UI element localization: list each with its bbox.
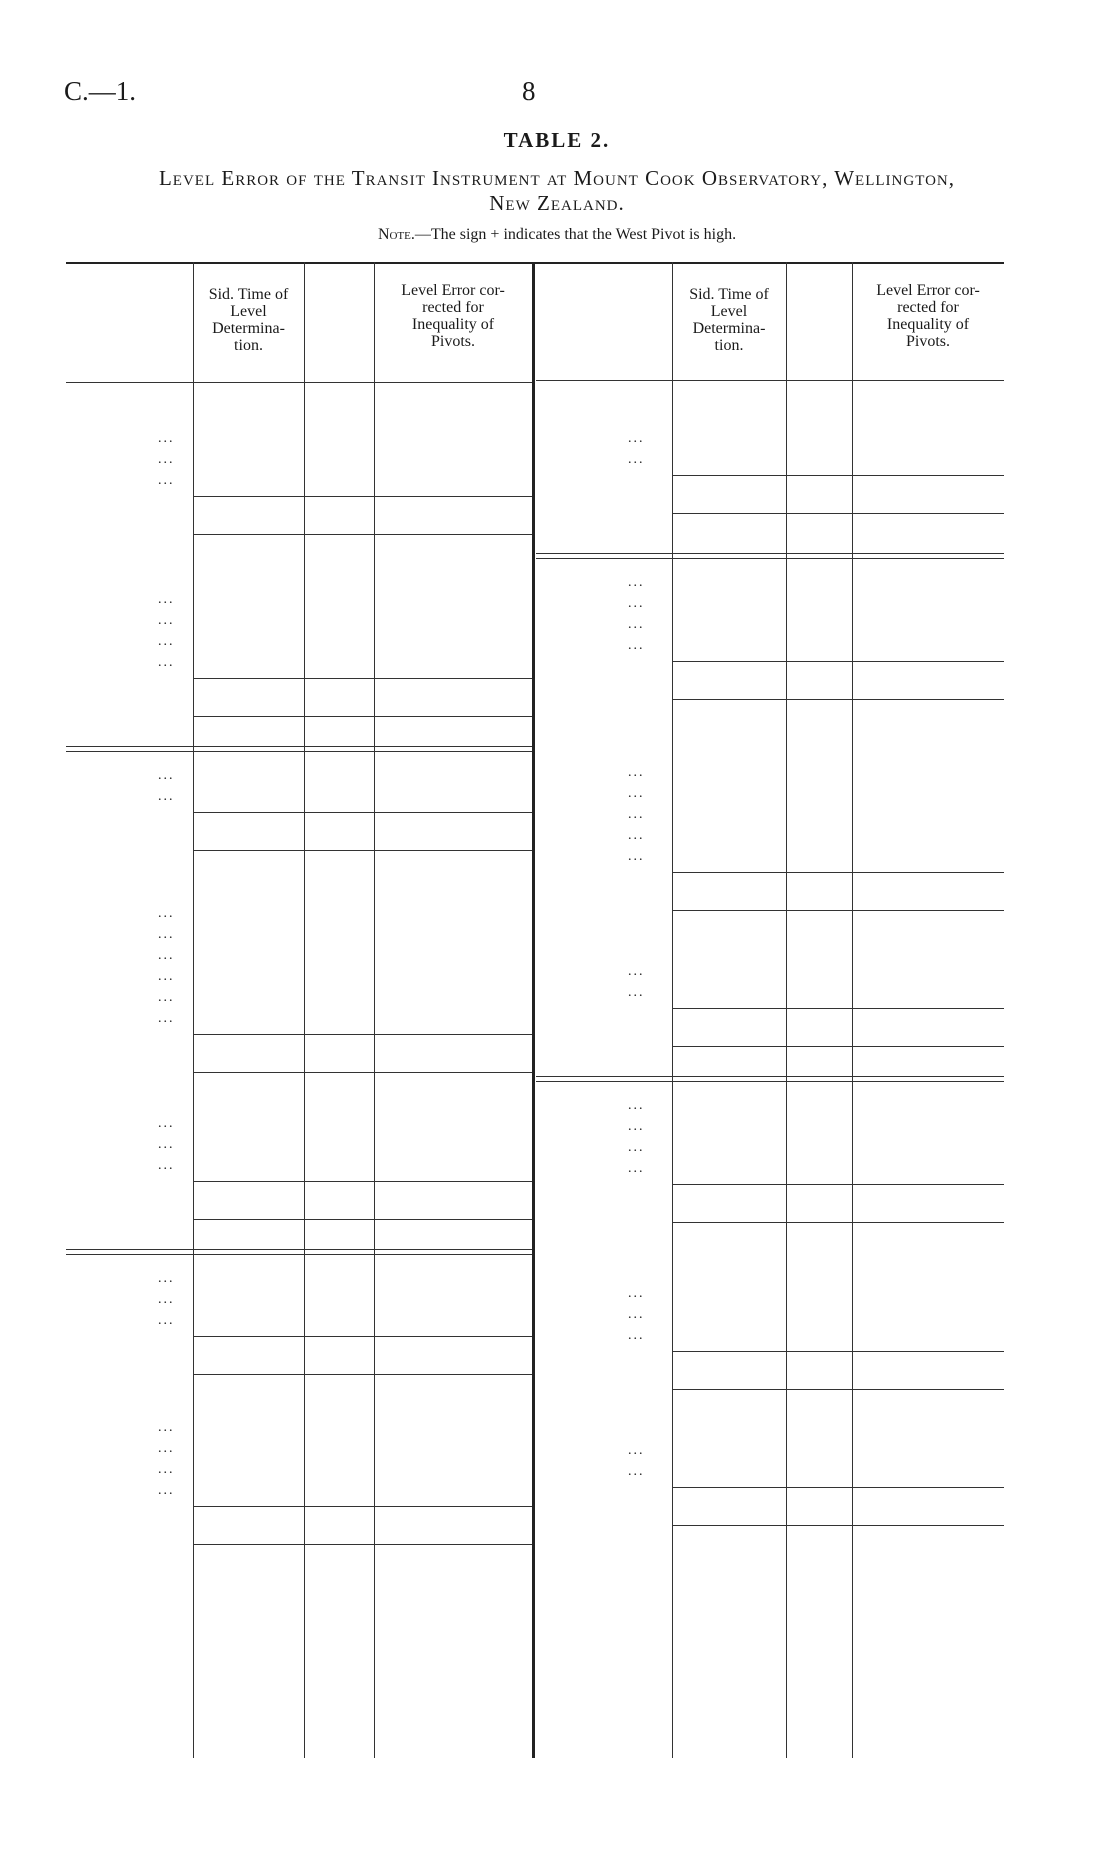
header-bottom-rule-right [536, 380, 1004, 381]
mean-rule [672, 1525, 1004, 1526]
leader-dots: ... [158, 431, 175, 446]
leader-dots: ... [628, 1328, 645, 1343]
sum-rule [193, 1336, 532, 1337]
sum-rule [193, 1034, 532, 1035]
col-header-level-error-line: Level Error cor- [876, 282, 980, 299]
sum-rule [672, 872, 1004, 873]
sum-rule [193, 496, 532, 497]
leader-dots: ... [628, 638, 645, 653]
leader-dots: ... [628, 828, 645, 843]
leader-dots: ... [628, 1443, 645, 1458]
leader-dots: ... [628, 1307, 645, 1322]
col-header-level-error-left [374, 282, 532, 350]
col-header-sid-time-line: Determina- [212, 320, 285, 337]
note-text: —The sign + indicates that the West Pivot is high. [414, 226, 737, 243]
leader-dots: ... [158, 1158, 175, 1173]
leader-dots: ... [628, 964, 645, 979]
leader-dots: ... [158, 768, 175, 783]
mean-rule [672, 513, 1004, 514]
leader-dots: ... [158, 592, 175, 607]
column-rule-right-1 [786, 262, 787, 1758]
leader-dots: ... [158, 1441, 175, 1456]
leader-dots: ... [628, 807, 645, 822]
mean-rule [193, 716, 532, 717]
sum-rule [193, 1506, 532, 1507]
page-number: 8 [522, 76, 536, 106]
col-header-sid-time-line: Level [710, 303, 748, 320]
sum-rule [193, 812, 532, 813]
mean-rule [672, 699, 1004, 700]
mean-rule [672, 910, 1004, 911]
col-header-level-error-line: rected for [422, 299, 484, 316]
leader-dots: ... [628, 1286, 645, 1301]
leader-dots: ... [628, 849, 645, 864]
leader-dots: ... [628, 596, 645, 611]
center-divider [532, 262, 535, 1758]
leader-dots: ... [158, 452, 175, 467]
document-code: C.—1. [64, 76, 137, 106]
table-subtitle-line1: Level Error of the Transit Instrument at Mount Cook Observatory, Wellington, [158, 166, 956, 190]
column-rule-right-2 [852, 262, 853, 1758]
leader-dots: ... [158, 1292, 175, 1307]
leader-dots: ... [158, 1271, 175, 1286]
col-header-sid-time-line: Determina- [692, 320, 766, 337]
leader-dots: ... [158, 948, 175, 963]
group-separator [536, 1076, 1004, 1082]
leader-dots: ... [158, 969, 175, 984]
column-rule-right-0 [672, 262, 673, 1758]
mean-rule [193, 850, 532, 851]
col-header-level-error-line: Pivots. [430, 333, 475, 350]
leader-dots: ... [158, 906, 175, 921]
table-title: TABLE 2. [503, 128, 611, 152]
col-header-level-error-line: Pivots. [905, 333, 950, 350]
table-note [0, 226, 1114, 244]
sum-rule [672, 1351, 1004, 1352]
leader-dots: ... [158, 634, 175, 649]
leader-dots: ... [628, 1119, 645, 1134]
leader-dots: ... [628, 765, 645, 780]
col-header-sid-time-left [193, 286, 304, 354]
leader-dots: ... [158, 789, 175, 804]
leader-dots: ... [628, 786, 645, 801]
mean-rule [672, 1389, 1004, 1390]
leader-dots: ... [628, 431, 645, 446]
leader-dots: ... [158, 1011, 175, 1026]
header-bottom-rule-left [66, 382, 532, 383]
col-header-sid-time-line: Level [230, 303, 267, 320]
leader-dots: ... [628, 575, 645, 590]
leader-dots: ... [628, 617, 645, 632]
mean-rule [193, 1219, 532, 1220]
mean-rule [193, 534, 532, 535]
leader-dots: ... [628, 452, 645, 467]
leader-dots: ... [158, 1462, 175, 1477]
sum-rule [672, 1008, 1004, 1009]
leader-dots: ... [158, 1483, 175, 1498]
sum-rule [193, 1181, 532, 1182]
col-header-level-error-line: rected for [897, 299, 959, 316]
leader-dots: ... [158, 1313, 175, 1328]
leader-dots: ... [158, 613, 175, 628]
col-header-sid-time-line: Sid. Time of [208, 286, 289, 303]
leader-dots: ... [158, 655, 175, 670]
sum-rule [672, 1487, 1004, 1488]
mean-rule [672, 1222, 1004, 1223]
mean-rule [193, 1544, 532, 1545]
leader-dots: ... [158, 927, 175, 942]
leader-dots: ... [158, 1420, 175, 1435]
leader-dots: ... [158, 473, 175, 488]
mean-rule [193, 1072, 532, 1073]
table-top-rule [66, 262, 1004, 264]
col-header-level-error-line: Inequality of [411, 316, 495, 333]
leader-dots: ... [158, 1116, 175, 1131]
mean-rule [672, 1046, 1004, 1047]
leader-dots: ... [158, 1137, 175, 1152]
leader-dots: ... [628, 1161, 645, 1176]
leader-dots: ... [628, 1140, 645, 1155]
group-separator [66, 746, 532, 752]
leader-dots: ... [628, 985, 645, 1000]
sum-rule [193, 678, 532, 679]
column-rule-left-1 [304, 262, 305, 1758]
col-header-level-error-line: Inequality of [886, 316, 970, 333]
col-header-level-error-line: Level Error cor- [401, 282, 505, 299]
group-separator [536, 553, 1004, 559]
mean-rule [193, 1374, 532, 1375]
col-header-sid-time-line: tion. [714, 337, 744, 354]
group-separator [66, 1249, 532, 1255]
sum-rule [672, 475, 1004, 476]
leader-dots: ... [628, 1464, 645, 1479]
sum-rule [672, 1184, 1004, 1185]
column-rule-left-0 [193, 262, 194, 1758]
col-header-level-error-right [852, 282, 1004, 350]
column-rule-left-2 [374, 262, 375, 1758]
col-header-sid-time-right [672, 286, 786, 354]
table-subtitle-line2: New Zealand. [489, 191, 625, 215]
col-header-sid-time-line: tion. [234, 337, 263, 354]
col-header-sid-time-line: Sid. Time of [689, 286, 769, 303]
leader-dots: ... [158, 990, 175, 1005]
note-label: Note. [377, 226, 415, 243]
leader-dots: ... [628, 1098, 645, 1113]
sum-rule [672, 661, 1004, 662]
